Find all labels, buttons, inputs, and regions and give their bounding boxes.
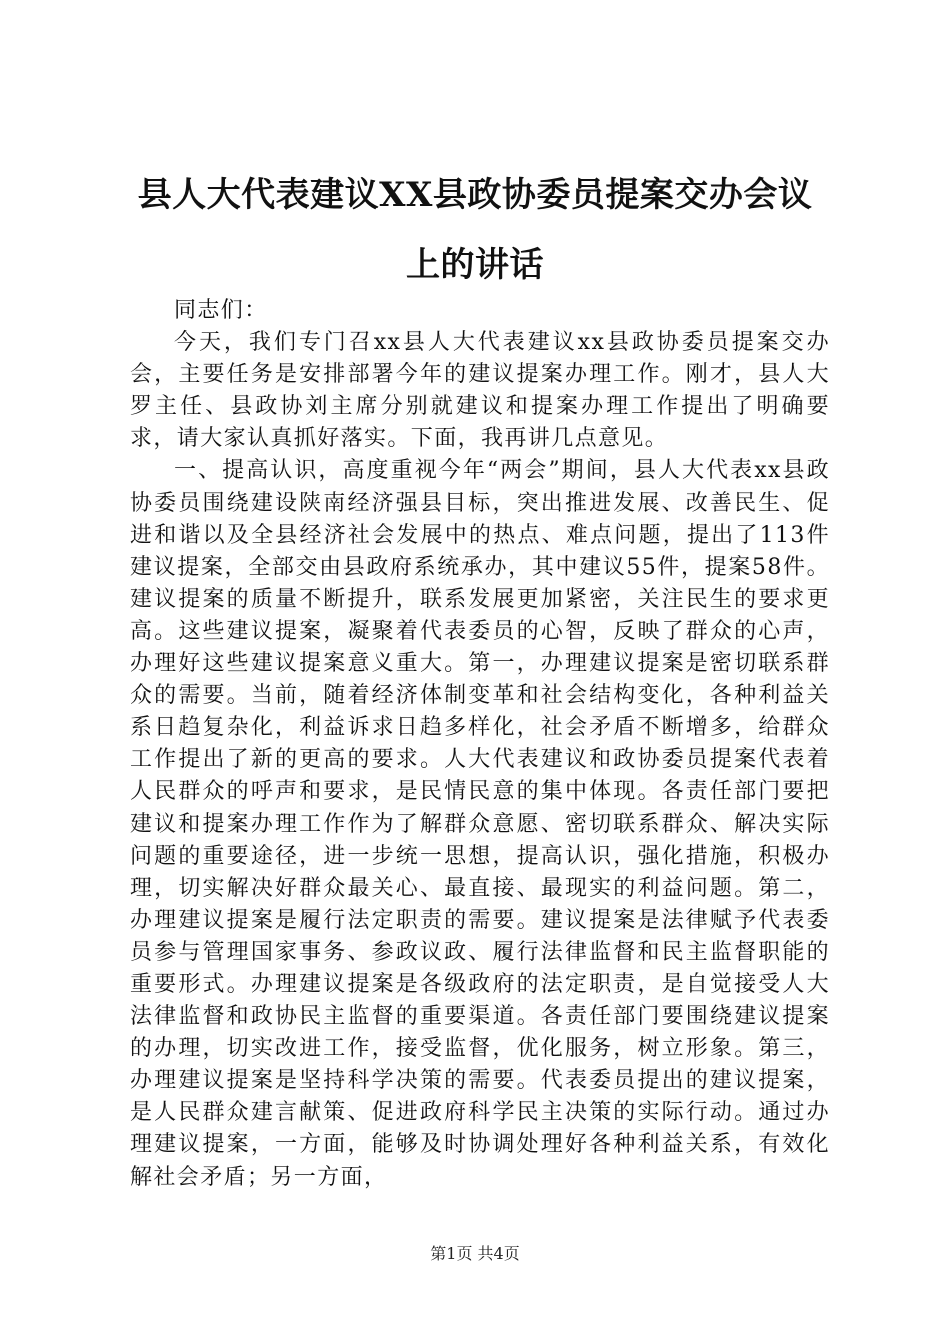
document-body (130, 295, 830, 1194)
paragraph-opening: 今天，我们专门召xx县人大代表建议xx县政协委员提案交办会，主要任务是安排部署今年的建议提案办理工作。刚才，县人大罗主任、县政协刘主席分别就建议和提案办理工作提出了明确要求，请大家认真抓好落实。下面，我再讲几点意见。 (130, 330, 830, 452)
paragraph-section-one: 一、提高认识，高度重视今年“两会”期间，县人大代表xx县政协委员围绕建设陕南经济强县目标，突出推进发展、改善民生、促进和谐以及全县经济社会发展中的热点、难点问题，提出了113件建议提案，全部交由县政府系统承办，其中建议55件，提案58件。建议提案的质量不断提升，联系发展更加紧密，关注民生的要求更高。这些建议提案，凝聚着代表委员的心智，反映了群众的心声，办理好这些建议提案意义重大。第一，办理建议提案是密切联系群众的需要。当前，随着经济体制变革和社会结构变化，各种利益关系日趋复杂化，利益诉求日趋多样化，社会矛盾不断增多，给群众工作提出了新的更高的要求。人大代表建议和政协委员提案代表着人民群众的呼声和要求，是民情民意的集中体现。各责任部门要把建议和提案办理工作作为了解群众意愿、密切联系群众、解决实际问题的重要途径，进一步统一思想，提高认识，强化措施，积极办理，切实解决好群众最关心、最直接、最现实的利益问题。第二，办理建议提案是履行法定职责的需要。建议提案是法律赋予代表委员参与管理国家事务、参政议政、履行法律监督和民主监督职能的重要形式。办理建议提案是各级政府的法定职责，是自觉接受人大法律监督和政协民主监督的重要渠道。各责任部门要围绕建议提案的办理，切实改进工作，接受监督，优化服务，树立形象。第三，办理建议提案是坚持科学决策的需要。代表委员提出的建议提案，是人民群众建言献策、促进政府科学民主决策的实际行动。通过办理建议提案，一方面，能够及时协调处理好各种利益关系，有效化解社会矛盾；另一方面， (130, 458, 830, 1190)
title-line-2: 上的讲话 (406, 245, 544, 285)
page-footer: 第1页 共4页 (430, 1244, 520, 1263)
document-title (80, 160, 870, 300)
salutation: 同志们： (174, 298, 268, 323)
title-line-1: 县人大代表建议XX县政协委员提案交办会议 (137, 175, 813, 215)
